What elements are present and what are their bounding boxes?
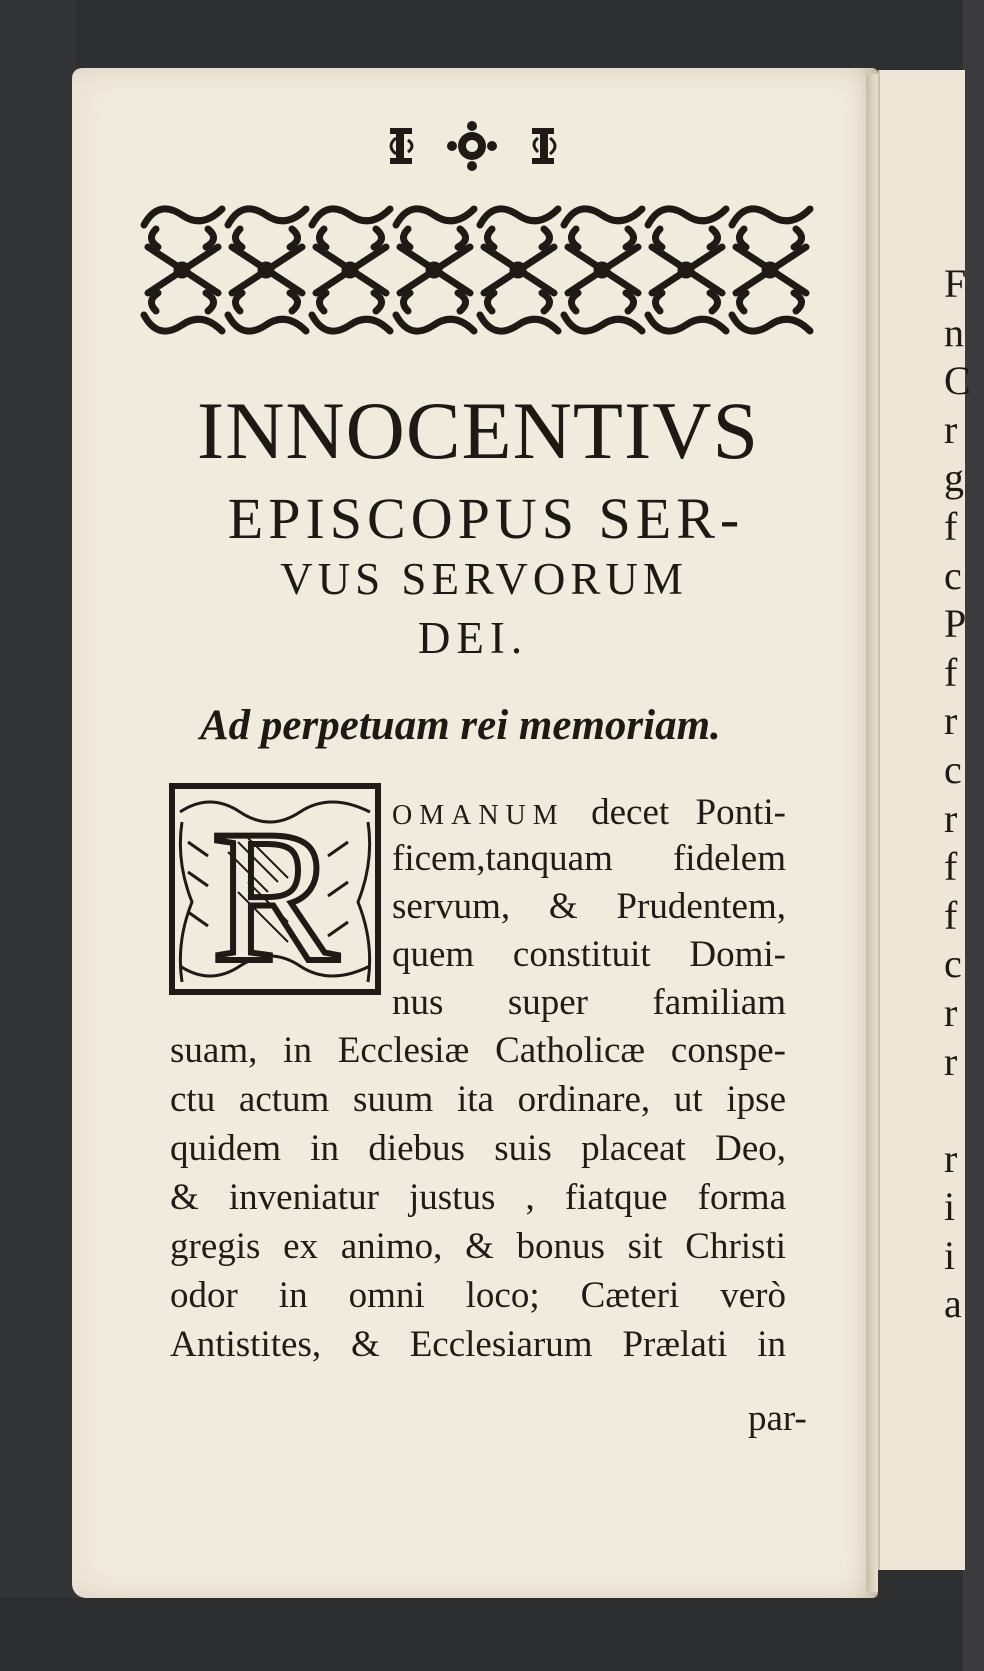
drop-cap-letter: R: [211, 792, 339, 1002]
body-line-7: ctu actum suum ita ordinare, ut ipse: [170, 1079, 786, 1120]
fleuron-row-icon: [382, 118, 562, 174]
title-line-3: VUS SERVORUM: [280, 554, 688, 604]
facing-page-glyph: P: [944, 601, 967, 647]
scan-background-top: [0, 0, 963, 70]
body-line-1-text: decet Ponti-: [591, 792, 786, 833]
facing-page-glyph: g: [944, 455, 964, 501]
facing-page-glyph: i: [944, 1232, 956, 1278]
body-line-12: Antistites, & Ecclesiarum Prælati in: [170, 1324, 786, 1365]
body-line-9: & inveniatur justus , fiatque forma: [170, 1177, 786, 1218]
facing-page-glyph: F: [944, 261, 967, 306]
interlace-border-icon: [138, 195, 810, 345]
body-line-8: quidem in diebus suis placeat Deo,: [170, 1128, 786, 1169]
facing-page-glyph: f: [944, 503, 958, 549]
dedication-line: Ad perpetuam rei memoriam.: [200, 702, 721, 749]
page-gutter: [866, 74, 878, 1592]
facing-page-glyph: r: [944, 406, 958, 452]
body-line-1: [392, 790, 786, 839]
historiated-initial-R-icon: [168, 782, 382, 1002]
facing-page-glyph: r: [944, 795, 958, 841]
title-line-4: DEI.: [417, 613, 529, 663]
facing-page-text: [944, 260, 984, 1329]
body-line-6: suam, in Ecclesiæ Catholicæ conspe-: [170, 1030, 786, 1071]
facing-page-glyph: r: [944, 1135, 958, 1181]
title-line-2: EPISCOPUS SER-: [227, 486, 745, 551]
facing-page-glyph: f: [944, 649, 958, 695]
body-line-5: nus super familiam: [392, 982, 786, 1023]
facing-page-glyph: c: [944, 552, 962, 598]
facing-page-glyph: c: [944, 746, 962, 792]
facing-page-glyph: [944, 1086, 984, 1135]
first-word-smallcaps: OMANUM: [392, 800, 565, 831]
facing-page-glyph: r: [944, 1038, 958, 1084]
body-line-2: ficem,tanquam fidelem: [392, 838, 786, 879]
facing-page-glyph: i: [944, 1184, 956, 1230]
facing-page-glyph: a: [944, 1281, 962, 1327]
facing-page-glyph: f: [944, 892, 958, 938]
facing-page-glyph: f: [944, 844, 958, 890]
facing-page-glyph: r: [944, 698, 958, 744]
catchword: par-: [748, 1398, 807, 1439]
title-line-1: INNOCENTIVS: [196, 385, 760, 476]
book-cover-left: [0, 0, 76, 1671]
facing-page-edge: [878, 70, 971, 1570]
facing-page-glyph: c: [944, 941, 962, 987]
facing-page-glyph: r: [944, 989, 958, 1035]
facing-page-glyph: n: [944, 309, 964, 355]
body-line-4: quem constituit Domi-: [392, 934, 786, 975]
scan-background-bottom: [0, 1598, 963, 1671]
body-line-11: odor in omni loco; Cæteri verò: [170, 1275, 786, 1316]
body-line-3: servum, & Prudentem,: [392, 886, 786, 927]
body-line-10: gregis ex animo, & bonus sit Christi: [170, 1226, 786, 1267]
facing-page-glyph: C: [944, 358, 971, 404]
